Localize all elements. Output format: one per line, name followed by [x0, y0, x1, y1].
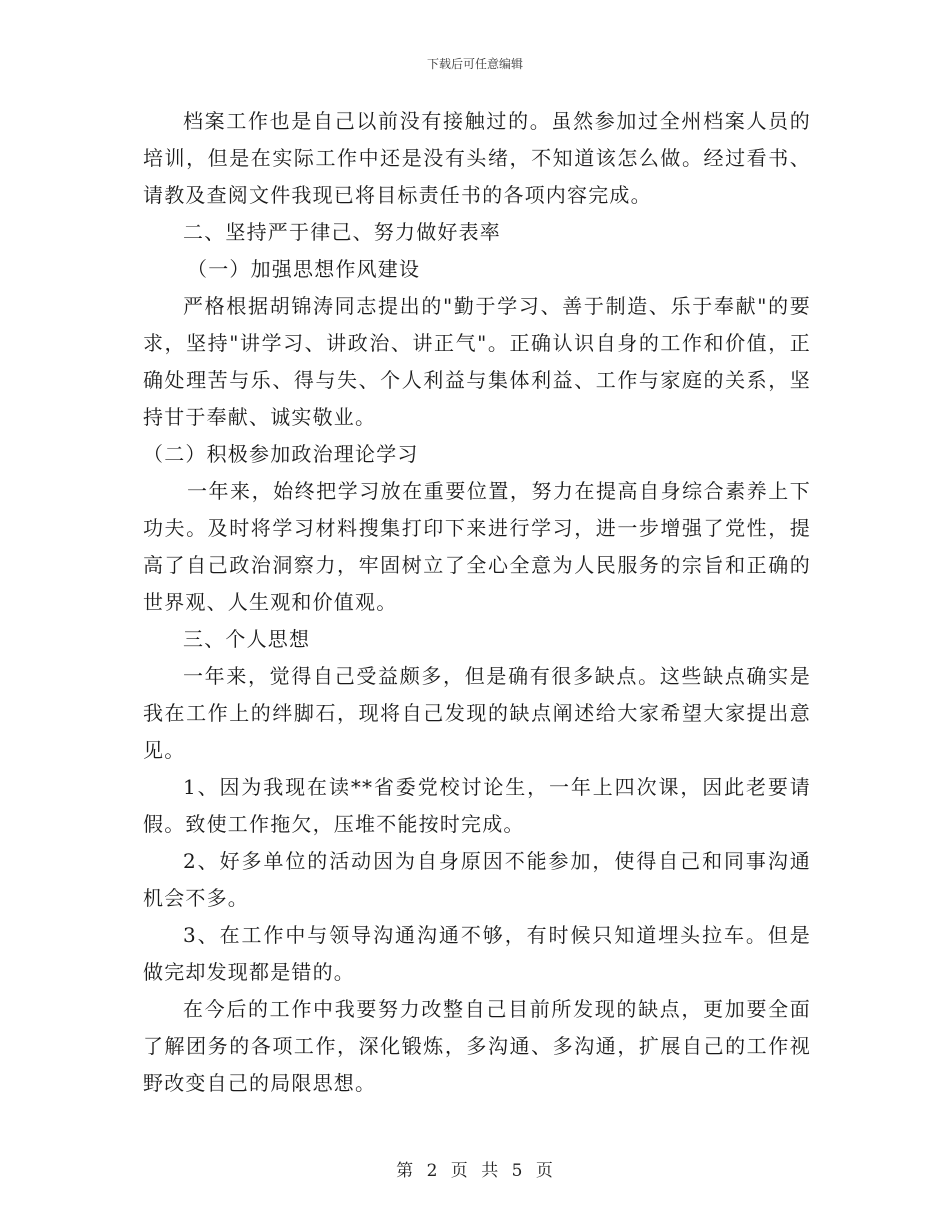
- paragraph-archive-work: 档案工作也是自己以前没有接触过的。虽然参加过全州档案人员的培训，但是在实际工作中还是没有头绪，不知道该怎么做。经过看书、请教及查阅文件我现已将目标责任书的各项内容完成。: [143, 109, 811, 207]
- paragraph-ideology: 严格根据胡锦涛同志提出的"勤于学习、善于制造、乐于奉献"的要求，坚持"讲学习、讲政治、讲正气"。正确认识自身的工作和价值，正确处理苦与乐、得与失、个人利益与集体利益、工作与家庭的关系，坚持甘于奉献、诚实敬业。: [143, 294, 811, 429]
- footer-total-pages: 5: [511, 1161, 524, 1181]
- footer-prefix: 第: [396, 1161, 415, 1181]
- section-heading-three: 三、个人思想: [183, 627, 311, 651]
- paragraph-conclusion: 在今后的工作中我要努力改整自己目前所发现的缺点，更加要全面了解团务的各项工作，深化锻炼，多沟通、多沟通，扩展自己的工作视野改变自己的局限思想。: [143, 997, 811, 1095]
- subheading-two: （二）积极参加政治理论学习: [143, 442, 419, 466]
- footer-suffix: 页: [535, 1161, 554, 1181]
- subheading-one: （一）加强思想作风建设: [187, 257, 421, 281]
- list-item-three: 3、在工作中与领导沟通沟通不够，有时候只知道埋头拉车。但是做完却发现都是错的。: [143, 923, 811, 984]
- footer-page-number: 2: [426, 1161, 439, 1181]
- page-footer: [0, 1156, 950, 1181]
- paragraph-study: 一年来，始终把学习放在重要位置，努力在提高自身综合素养上下功夫。及时将学习材料搜集打印下来进行学习，进一步增强了党性，提高了自己政治洞察力，牢固树立了全心全意为人民服务的宗旨和正确的世界观、人生观和价值观。: [143, 479, 811, 614]
- paragraph-personal-thoughts: 一年来，觉得自己受益颇多，但是确有很多缺点。这些缺点确实是我在工作上的绊脚石，现将自己发现的缺点阐述给大家希望大家提出意见。: [143, 664, 811, 762]
- footer-page-label: 页: [450, 1161, 469, 1181]
- footer-total-label: 共: [481, 1161, 500, 1181]
- list-item-two: 2、好多单位的活动因为自身原因不能参加，使得自己和同事沟通机会不多。: [143, 849, 811, 910]
- section-heading-two: 二、坚持严于律己、努力做好表率: [183, 220, 501, 244]
- list-item-one: 1、因为我现在读**省委党校讨论生，一年上四次课，因此老要请假。致使工作拖欠，压堆不能按时完成。: [143, 775, 811, 836]
- document-body: [143, 103, 811, 1102]
- page-header: 下载后可任意编辑: [426, 57, 523, 71]
